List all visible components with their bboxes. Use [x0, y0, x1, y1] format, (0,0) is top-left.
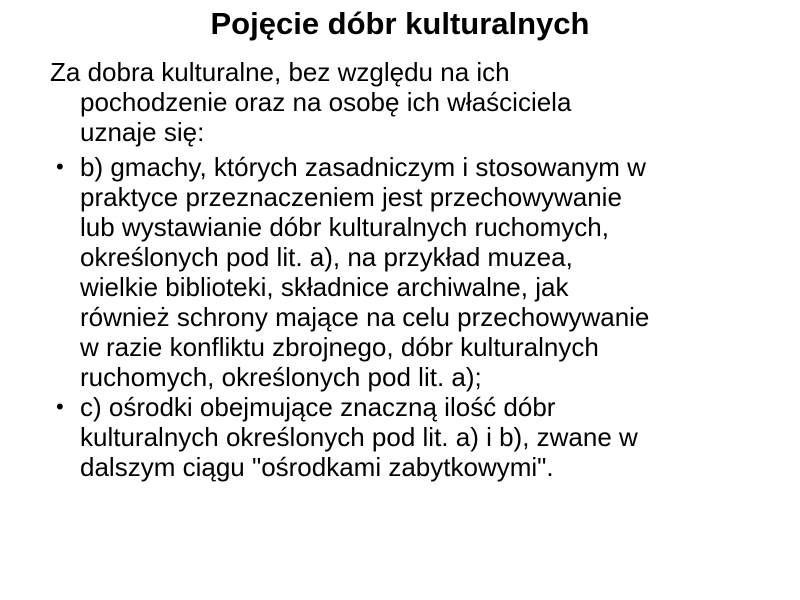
bullet-text	[80, 152, 790, 392]
bullet-line: kulturalnych określonych pod lit. a) i b), zwane w	[80, 422, 638, 452]
intro-paragraph	[50, 57, 780, 147]
bullet-line: ruchomych, określonych pod lit. a);	[80, 362, 482, 392]
bullet-line: lub wystawianie dóbr kulturalnych ruchomych,	[80, 212, 609, 242]
bullet-text	[80, 392, 790, 482]
intro-line: Za dobra kulturalne, bez względu na ich	[50, 57, 510, 87]
intro-line: uznaje się:	[80, 117, 205, 147]
bullet-item-c	[50, 392, 790, 482]
bullet-line: b) gmachy, których zasadniczym i stosowanym w	[80, 152, 646, 182]
slide-title: Pojęcie dóbr kulturalnych	[210, 6, 590, 41]
bullet-line: praktyce przeznaczeniem jest przechowywanie	[80, 182, 622, 212]
bullet-dot-icon: •	[56, 394, 64, 419]
bullet-line: c) ośrodki obejmujące znaczną ilość dóbr	[80, 392, 556, 422]
bullet-line: określonych pod lit. a), na przykład muzea,	[80, 242, 573, 272]
bullet-line: dalszym ciągu "ośrodkami zabytkowymi".	[80, 452, 554, 482]
intro-continuation	[50, 87, 780, 147]
intro-line: pochodzenie oraz na osobę ich właściciela	[80, 87, 572, 117]
bullet-item-b	[50, 152, 790, 392]
bullet-line: wielkie biblioteki, składnice archiwalne, jak	[80, 272, 569, 302]
bullet-line: również schrony mające na celu przechowywanie	[80, 302, 650, 332]
bullet-list	[50, 152, 790, 482]
bullet-line: w razie konfliktu zbrojnego, dóbr kulturalnych	[80, 332, 599, 362]
bullet-dot-icon: •	[56, 154, 64, 179]
